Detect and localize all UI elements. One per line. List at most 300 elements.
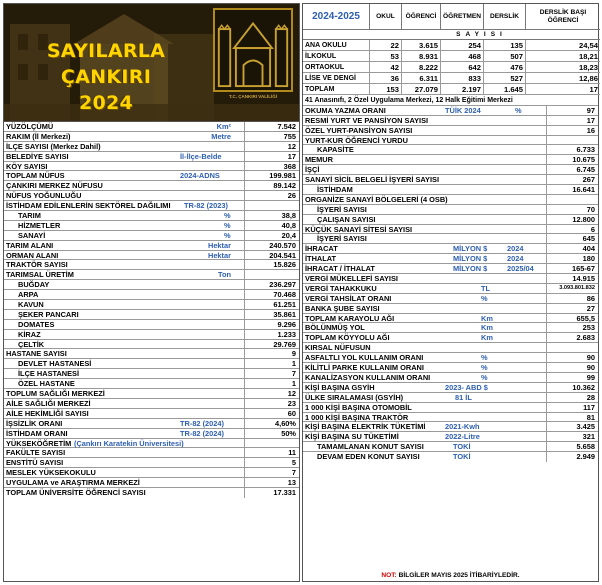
stat-unit: TÜİK 2024 [445, 105, 481, 115]
column-divider [244, 448, 245, 457]
stat-row [4, 142, 299, 152]
column-divider [546, 383, 547, 392]
column-divider [244, 211, 245, 220]
stat-value: 86 [586, 293, 595, 303]
stat-label: VERGİ MÜKELLEFİ SAYISI [305, 274, 398, 284]
stat-label: İLÇE HASTANESİ [18, 369, 80, 379]
stat-row [303, 136, 598, 146]
banner [4, 4, 299, 122]
column-divider [546, 185, 547, 194]
column-divider [244, 478, 245, 487]
stat-row [4, 241, 299, 251]
stat-row [4, 379, 299, 389]
stat-row [303, 185, 598, 195]
stat-row [4, 181, 299, 191]
left-panel [3, 3, 300, 582]
table-cell: 833 [441, 73, 484, 83]
stat-unit: Hektar [207, 240, 231, 250]
stat-value: 10.362 [572, 382, 595, 392]
column-divider [244, 359, 245, 368]
column-divider [244, 142, 245, 151]
column-divider [244, 231, 245, 240]
stat-label: İHRACAT [305, 244, 338, 254]
stat-row [4, 132, 299, 142]
column-divider [546, 452, 547, 462]
column-divider [546, 284, 547, 293]
stat-unit: 2024-ADNS [180, 171, 220, 181]
column-divider [244, 162, 245, 171]
stat-value: 99 [586, 372, 595, 382]
stat-label: TARIMSAL ÜRETİM [6, 270, 74, 280]
stat-value: 5.658 [576, 442, 595, 452]
stat-unit-secondary: % [515, 105, 522, 115]
table-cell: 468 [441, 51, 484, 61]
banner-title [8, 38, 204, 116]
school-type-cell: LİSE VE DENGİ [303, 73, 370, 83]
stat-row [303, 442, 598, 452]
stat-label: İŞYERİ SAYISI [317, 204, 367, 214]
stat-unit: % [224, 230, 231, 240]
stat-value: 17 [586, 115, 595, 125]
stat-unit: TR-82 (2024) [180, 418, 224, 428]
stat-label: ÇALIŞAN SAYISI [317, 214, 376, 224]
stat-unit: TOKİ [453, 452, 471, 462]
stat-row [4, 310, 299, 320]
stat-value: 267 [582, 175, 595, 185]
column-divider [546, 304, 547, 313]
stat-label: TOPLUM SAĞLIĞI MERKEZİ [6, 389, 105, 399]
stat-row [4, 191, 299, 201]
stat-row [4, 359, 299, 369]
table-cell: 22 [370, 40, 402, 50]
stat-unit: % [481, 363, 488, 373]
banner-title-line1: SAYILARLA ÇANKIRI [46, 40, 166, 88]
stat-row [303, 205, 598, 215]
footer-note-label: NOT: [381, 572, 397, 579]
column-divider [244, 310, 245, 319]
stat-label: İŞYERİ SAYISI [317, 234, 367, 244]
table-cell: 476 [484, 62, 526, 72]
stat-row [4, 221, 299, 231]
stat-value: 655,5 [576, 313, 595, 323]
stat-row [4, 231, 299, 241]
stat-label: NÜFUS YOĞUNLUĞU [6, 191, 82, 201]
stat-value: 1 [291, 359, 296, 369]
stat-row [4, 320, 299, 330]
column-divider [546, 155, 547, 164]
stat-value: 5 [291, 458, 296, 468]
stat-unit: % [224, 211, 231, 221]
stat-unit: Km² [216, 122, 231, 131]
stat-value: 40,8 [281, 220, 296, 230]
right-stats-list [303, 96, 598, 462]
stat-row [303, 215, 598, 225]
column-divider [244, 419, 245, 428]
stat-label: SANAYİ [18, 230, 46, 240]
stat-label: TOPLAM KÖYYOLU AĞI [305, 333, 390, 343]
stat-row [303, 225, 598, 235]
table-row [303, 62, 600, 73]
stat-unit: 81 İL [455, 392, 472, 402]
stat-value: 199.981 [269, 171, 296, 181]
table-row [303, 84, 600, 95]
stat-row [4, 389, 299, 399]
stat-value: 2.683 [576, 333, 595, 343]
stat-row [4, 439, 299, 449]
school-type-cell: ORTAOKUL [303, 62, 370, 72]
column-divider [244, 399, 245, 408]
stat-value: 90 [586, 353, 595, 363]
stat-label: DEVLET HASTANESİ [18, 359, 92, 369]
stat-value: 61.251 [273, 300, 296, 310]
stat-row [4, 369, 299, 379]
stat-unit: % [481, 293, 488, 303]
stat-value: 321 [582, 432, 595, 442]
stat-label: İLÇE SAYISI (Merkez Dahil) [6, 141, 101, 151]
stat-label: ÜLKE SIRALAMASI (GSYİH) [305, 392, 404, 402]
stat-value: 165-67 [571, 264, 595, 274]
stat-value: 7.542 [277, 122, 296, 131]
column-divider [546, 422, 547, 431]
column-divider [546, 373, 547, 382]
stat-label: YURT-KUR ÖĞRENCİ YURDU [305, 135, 408, 145]
stat-row [303, 165, 598, 175]
table-row [303, 73, 600, 84]
stat-unit: (Çankırı Karatekin Üniversitesi) [74, 438, 184, 448]
stat-value: 16.641 [572, 185, 595, 195]
column-divider [546, 175, 547, 184]
table-cell: 6.311 [402, 73, 441, 83]
stat-row [303, 96, 598, 106]
stat-value: 117 [583, 402, 595, 412]
stat-unit: % [224, 220, 231, 230]
stat-value: 7 [291, 468, 296, 478]
column-divider [244, 439, 245, 448]
stat-label: MEMUR [305, 155, 333, 165]
stat-label: KİŞİ BAŞINA GSYİH [305, 382, 375, 392]
stat-label: TARIM ALANI [6, 240, 54, 250]
stat-value: 50% [281, 428, 296, 438]
stat-value: 12.800 [572, 214, 595, 224]
stat-label: KIRSAL NÜFUSUN [305, 343, 371, 353]
school-table-subheader: SAYISI [303, 30, 600, 40]
column-divider [546, 215, 547, 224]
school-type-cell: ANA OKULU [303, 40, 370, 50]
table-cell: 254 [441, 40, 484, 50]
column-divider [546, 442, 547, 451]
school-table-header [303, 4, 600, 30]
stat-row [303, 254, 598, 264]
stat-value: 97 [586, 105, 595, 115]
stat-label: ŞEKER PANCARI [18, 309, 79, 319]
column-divider [546, 205, 547, 214]
stat-row [4, 419, 299, 429]
stat-row [303, 403, 598, 413]
stat-row [4, 201, 299, 211]
stat-row [303, 373, 598, 383]
table-cell: 507 [484, 51, 526, 61]
column-divider [244, 241, 245, 250]
stat-unit: MİLYON $ [453, 244, 488, 254]
column-divider [244, 181, 245, 190]
stat-row [4, 340, 299, 350]
stat-unit: % [481, 353, 488, 363]
stat-row [303, 343, 598, 353]
column-divider [546, 314, 547, 323]
stat-label: ÖZEL YURT-PANSİYON SAYISI [305, 125, 413, 135]
stat-label: YÜZÖLÇÜMÜ [6, 122, 54, 131]
column-divider [546, 116, 547, 125]
stat-unit: İl-İlçe-Belde [180, 151, 222, 161]
column-divider [244, 349, 245, 358]
stat-row [4, 122, 299, 132]
stat-label: HASTANE SAYISI [6, 349, 67, 359]
stat-row [303, 314, 598, 324]
stat-label: DOMATES [18, 319, 55, 329]
table-cell: 12,86 [578, 74, 598, 83]
stat-label: KANALİZASYON KULLANIM ORANI [305, 372, 431, 382]
column-divider [244, 409, 245, 418]
stat-value: 23 [287, 398, 296, 408]
stat-label: TAMAMLANAN KONUT SAYISI [317, 442, 424, 452]
stat-row [4, 211, 299, 221]
column-divider [244, 251, 245, 260]
table-cell: 17 [589, 85, 598, 94]
column-divider [546, 432, 547, 441]
column-divider [546, 274, 547, 283]
stat-label: TOPLAM NÜFUS [6, 171, 65, 181]
stat-label: İSTİHDAM [317, 185, 353, 195]
stat-row [4, 488, 299, 498]
stat-value: 38,8 [281, 211, 296, 221]
stat-unit: TR-82 (2023) [184, 201, 228, 211]
stat-unit: 2023- ABD $ [445, 382, 488, 392]
stat-value: 35.861 [273, 309, 296, 319]
column-divider [546, 363, 547, 372]
stat-value: 253 [582, 323, 595, 333]
stat-label: OKUMA YAZMA ORANI [305, 105, 386, 115]
stat-value: 17.331 [273, 487, 296, 497]
stat-value: 3.093.801.832 [559, 284, 595, 291]
column-divider [546, 353, 547, 362]
stat-row [4, 448, 299, 458]
stat-label: KAVUN [18, 300, 44, 310]
stat-row [303, 234, 598, 244]
stat-row [303, 244, 598, 254]
footer-note [303, 572, 598, 579]
column-divider [546, 403, 547, 412]
stat-label: ARPA [18, 290, 39, 300]
stat-unit: MİLYON $ [453, 254, 488, 264]
stat-label: ASFALTLI YOL KULLANIM ORANI [305, 353, 424, 363]
stat-label: 1 000 KİŞİ BAŞINA OTOMOBİL [305, 402, 412, 412]
stat-label: YÜKSEKÖĞRETİM [6, 438, 72, 448]
logo-caption: T.C. ÇANKIRI VALİLİĞİ [229, 94, 277, 99]
stat-row [303, 393, 598, 403]
col-header-ogretmen: ÖĞRETMEN [441, 4, 484, 29]
table-row [303, 51, 600, 62]
column-divider [546, 126, 547, 135]
stat-label: 1 000 KİŞİ BAŞINA TRAKTÖR [305, 412, 409, 422]
stat-unit: TR-82 (2024) [180, 428, 224, 438]
stat-label: KÜÇÜK SANAYİ SİTESİ SAYISI [305, 224, 413, 234]
table-cell: 1.645 [484, 84, 526, 94]
stat-row [303, 116, 598, 126]
stat-label: BANKA ŞUBE SAYISI [305, 303, 380, 313]
stat-row [303, 175, 598, 185]
stat-value: 180 [582, 254, 595, 264]
stat-label: TOPLAM KARAYOLU AĞI [305, 313, 395, 323]
stat-unit: MİLYON $ [453, 264, 488, 274]
stat-value: 368 [283, 161, 296, 171]
table-cell: 53 [370, 51, 402, 61]
table-cell: 8.931 [402, 51, 441, 61]
stat-value: 11 [288, 448, 296, 458]
banner-title-line2: 2024 [78, 92, 134, 114]
stat-value: 81 [586, 412, 595, 422]
stat-unit-secondary: 2024 [507, 244, 524, 254]
stat-label: İŞÇİ [305, 165, 320, 175]
column-divider [244, 340, 245, 349]
stat-row [4, 458, 299, 468]
column-divider [546, 106, 547, 115]
stat-label: AİLE SAĞLIĞI MERKEZİ [6, 398, 91, 408]
stat-value: 1.233 [277, 329, 296, 339]
col-header-derslik: DERSLİK [484, 4, 526, 29]
stat-label: İŞSİZLİK ORANI [6, 418, 63, 428]
stat-row [4, 280, 299, 290]
stat-unit: TL [481, 283, 491, 293]
column-divider [244, 171, 245, 180]
stat-label: ORMAN ALANI [6, 250, 59, 260]
stat-label: RAKIM (İl Merkezi) [6, 131, 71, 141]
column-divider [546, 165, 547, 174]
stat-value: 29.769 [273, 339, 296, 349]
stat-value: 204.541 [269, 250, 296, 260]
column-divider [244, 201, 245, 210]
stat-note: 41 Anasınıfı, 2 Özel Uygulama Merkezi, 12 Halk Eğitimi Merkezi [305, 97, 513, 104]
governorate-logo-icon [213, 8, 293, 92]
stat-label: ORGANİZE SANAYİ BÖLGELERİ (4 OSB) [305, 194, 448, 204]
stat-label: BÖLÜNMÜŞ YOL [305, 323, 365, 333]
stat-label: RESMİ YURT VE PANSİYON SAYISI [305, 115, 429, 125]
stat-label: TARIM [18, 211, 41, 221]
stat-value: 10.675 [572, 155, 595, 165]
stat-row [4, 162, 299, 172]
stat-unit: Metre [211, 131, 231, 141]
column-divider [244, 488, 245, 498]
stat-row [4, 429, 299, 439]
stat-unit: % [481, 372, 488, 382]
stat-label: SANAYİ SİCİL BELGELİ İŞYERİ SAYISI [305, 175, 440, 185]
column-divider [244, 379, 245, 388]
column-divider [546, 393, 547, 402]
column-divider [546, 244, 547, 253]
table-cell: 8.222 [402, 62, 441, 72]
stat-label: İHRACAT / İTHALAT [305, 264, 375, 274]
stat-label: İSTİHDAM ORANI [6, 428, 68, 438]
table-cell: 27.079 [402, 84, 441, 94]
column-divider [244, 132, 245, 141]
column-divider [546, 254, 547, 263]
stat-value: 7 [291, 369, 296, 379]
footer-note-text: BİLGİLER MAYIS 2025 İTİBARİYLEDİR. [398, 572, 520, 579]
stat-value: 60 [287, 408, 296, 418]
column-divider [546, 413, 547, 422]
stat-value: 16 [586, 125, 595, 135]
column-divider [244, 369, 245, 378]
stat-value: 70 [586, 204, 595, 214]
school-type-cell: TOPLAM [303, 84, 370, 94]
column-divider [244, 122, 245, 131]
stat-value: 12 [287, 141, 296, 151]
stat-value: 70.468 [273, 290, 296, 300]
stat-value: 12 [287, 389, 296, 399]
table-cell: 153 [370, 84, 402, 94]
stat-value: 755 [283, 131, 296, 141]
column-divider [244, 290, 245, 299]
stat-unit: Hektar [207, 250, 231, 260]
stat-value: 13 [287, 478, 296, 488]
stat-row [4, 478, 299, 488]
stat-value: 90 [586, 363, 595, 373]
column-divider [546, 264, 547, 273]
col-header-ogrenci: ÖĞRENCİ [402, 4, 441, 29]
stat-row [303, 264, 598, 274]
stat-row [4, 260, 299, 270]
table-cell: 3.615 [402, 40, 441, 50]
stat-value: 6.745 [576, 165, 595, 175]
column-divider [546, 225, 547, 234]
stat-value: 6 [590, 224, 595, 234]
stat-row [303, 294, 598, 304]
table-row [303, 40, 600, 51]
table-cell: 18,21 [578, 52, 598, 61]
stat-row [4, 468, 299, 478]
stat-label: KÖY SAYISI [6, 161, 48, 171]
stat-value: 89.142 [273, 181, 296, 191]
stat-value: 6.733 [576, 145, 595, 155]
stat-row [303, 126, 598, 136]
stat-value: 9 [291, 349, 296, 359]
stat-value: 15.826 [273, 260, 296, 270]
stat-label: KAPASİTE [317, 145, 354, 155]
stat-row [303, 422, 598, 432]
stat-label: İTHALAT [305, 254, 337, 264]
column-divider [244, 270, 245, 279]
right-panel [302, 3, 599, 582]
column-divider [546, 234, 547, 243]
stat-row [303, 284, 598, 294]
stat-value: 27 [586, 303, 595, 313]
table-cell: 42 [370, 62, 402, 72]
stat-label: ÖZEL HASTANE [18, 379, 75, 389]
stat-label: DEVAM EDEN KONUT SAYISI [317, 452, 420, 462]
stat-row [303, 145, 598, 155]
column-divider [546, 343, 547, 352]
stat-label: BUĞDAY [18, 280, 50, 290]
column-divider [244, 260, 245, 269]
stat-row [4, 330, 299, 340]
col-header-derslik-basi: DERSLİK BAŞI ÖĞRENCİ [539, 9, 587, 24]
stat-unit: Km [481, 333, 493, 343]
left-stats-list [4, 122, 299, 498]
stat-row [303, 413, 598, 423]
stat-label: KİRAZ [18, 329, 41, 339]
stat-label: UYGULAMA ve ARAŞTIRMA MERKEZİ [6, 478, 140, 488]
stat-value: 9.296 [277, 319, 296, 329]
stat-row [303, 353, 598, 363]
